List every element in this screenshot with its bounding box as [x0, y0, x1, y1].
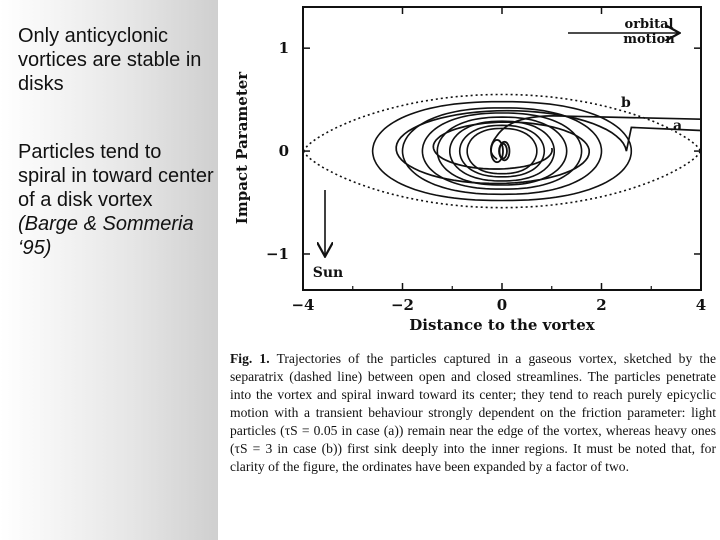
caption-heading: Fig. 1. [230, 351, 270, 366]
y-tick-labels [266, 39, 289, 263]
closed-streamline [422, 113, 581, 189]
closed-streamline [437, 117, 566, 185]
x-tick-label: −4 [291, 296, 315, 314]
figure-caption [230, 350, 716, 476]
orbital-label-line2: motion [623, 32, 675, 47]
plot-curves [303, 95, 701, 208]
citation: (Barge & Sommeria ‘95) [18, 213, 194, 259]
orbital-label-line1: orbital [624, 17, 674, 32]
y-tick-label: −1 [265, 244, 289, 263]
closed-streamline [467, 128, 537, 173]
x-tick-label: 2 [596, 296, 607, 314]
curve-a-label: a [673, 118, 683, 134]
x-tick-label: 0 [496, 296, 508, 314]
slide-text-panel [0, 0, 218, 540]
trajectory-a [396, 111, 701, 184]
x-tick-labels [291, 296, 706, 314]
bullet-spiral [18, 140, 214, 260]
y-axis-label: Impact Parameter [233, 71, 251, 225]
y-tick-label: 1 [278, 39, 289, 58]
x-tick-label: −2 [390, 296, 415, 314]
x-tick-label: 4 [695, 296, 707, 314]
vortex-trajectory-plot [218, 0, 720, 345]
bullet-spiral-text: Particles tend to spiral in toward center of a disk vortex [18, 141, 214, 211]
caption-body: Trajectories of the particles captured in a gaseous vortex, sketched by the separatrix (dashed line) between open and closed streamlines. The particles penetrate into the vortex and spiral inward toward its center; they tend to reach purely epicyclic motion with a transient behaviour strongly dependent on the friction parameter: light particles (τS = 0.05 in case (a)) remain near the edge of the vortex, whereas heavy ones (τS = 3 in case (b)) first sink deeply into the inner regions. It must be noted that, for clarity of the figure, the ordinates have been expanded by a factor of two. [230, 351, 717, 474]
x-axis-label: Distance to the vortex [409, 316, 595, 334]
sun-label: Sun [312, 265, 344, 281]
bullet-anticyclonic: Only anticyclonic vortices are stable in disks [18, 25, 202, 95]
y-tick-label: 0 [278, 142, 289, 161]
figure [218, 0, 720, 540]
curve-b-label: b [621, 95, 631, 111]
